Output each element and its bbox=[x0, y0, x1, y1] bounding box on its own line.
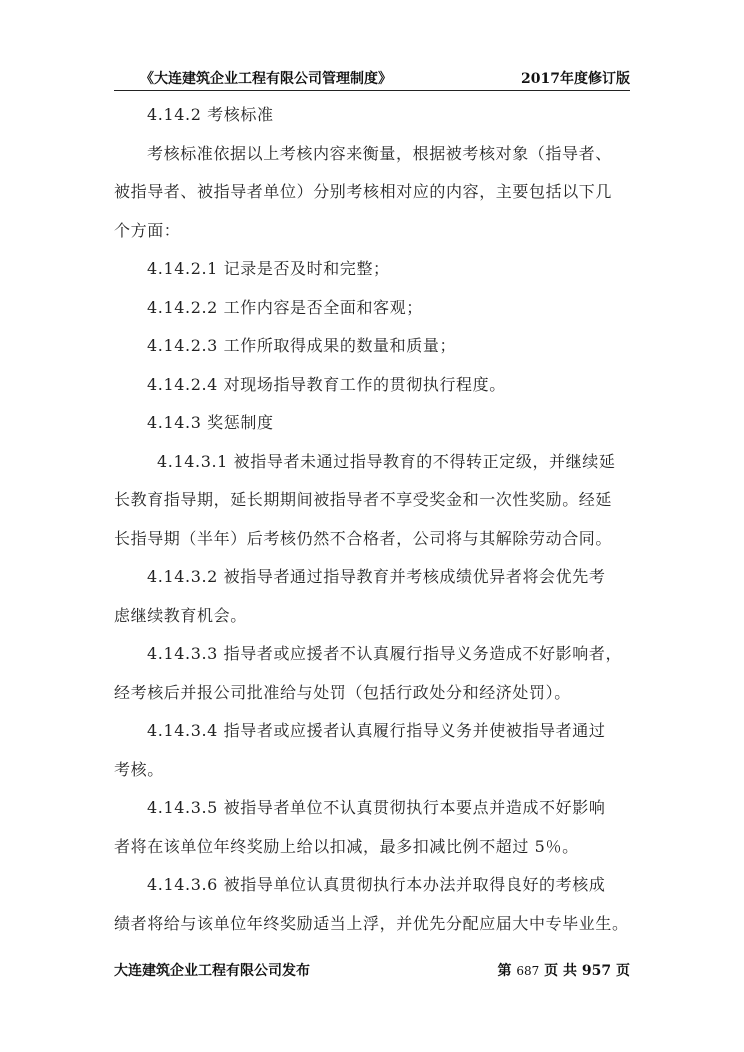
page-total: 957 bbox=[581, 963, 612, 979]
paragraph-line: 4.14.2 考核标准 bbox=[147, 105, 274, 124]
paragraph-line: 4.14.3.1 被指导者未通过指导教育的不得转正定级，并继续延 bbox=[157, 451, 616, 471]
paragraph-line: 4.14.2.1 记录是否及时和完整； bbox=[147, 259, 390, 278]
paragraph-line: 4.14.3 奖惩制度 bbox=[147, 413, 274, 432]
publisher: 大连建筑企业工程有限公司发布 bbox=[114, 963, 310, 979]
paragraph-line: 考核。 bbox=[114, 759, 164, 779]
paragraph-line: 4.14.3.6 被指导单位认真贯彻执行本办法并取得良好的考核成 bbox=[147, 875, 606, 894]
paragraph-line: 4.14.3.4 指导者或应援者认真履行指导义务并使被指导者通过 bbox=[147, 721, 606, 740]
paragraph-line: 被指导者、被指导者单位）分别考核相对应的内容，主要包括以下几 bbox=[114, 182, 613, 201]
paragraph-line: 4.14.2.2 工作内容是否全面和客观； bbox=[147, 297, 423, 317]
paragraph-line: 虑继续教育机会。 bbox=[114, 605, 247, 625]
paragraph-line: 者将在该单位年终奖励上给以扣减，最多扣减比例不超过 5％。 bbox=[114, 836, 579, 856]
paragraph-line: 长指导期（半年）后考核仍然不合格者，公司将与其解除劳动合同。 bbox=[114, 528, 613, 548]
paragraph-line: 经考核后并报公司批准给与处罚（包括行政处分和经济处罚）。 bbox=[114, 682, 571, 702]
page-header bbox=[114, 64, 630, 91]
paragraph-line: 长教育指导期，延长期期间被指导者不享受奖金和一次性奖励。经延 bbox=[114, 490, 613, 509]
page-number bbox=[497, 960, 630, 980]
document-version: 2017年度修订版 bbox=[521, 71, 630, 87]
paragraph-line: 考核标准依据以上考核内容来衡量，根据被考核对象（指导者、 bbox=[147, 143, 612, 163]
paragraph-line: 4.14.3.3 指导者或应援者不认真履行指导义务造成不好影响者， bbox=[147, 644, 623, 663]
page-current: 687 bbox=[516, 964, 540, 978]
paragraph-line: 4.14.2.4 对现场指导教育工作的贯彻执行程度。 bbox=[147, 374, 506, 394]
document-body bbox=[114, 96, 640, 943]
document-title: 《大连建筑企业工程有限公司管理制度》 bbox=[140, 71, 392, 87]
page-prefix: 第 bbox=[497, 963, 512, 979]
page-mid: 页 共 bbox=[544, 963, 578, 979]
paragraph-line: 4.14.3.2 被指导者通过指导教育并考核成绩优异者将会优先考 bbox=[147, 567, 606, 586]
page-suffix: 页 bbox=[616, 963, 630, 979]
paragraph-line: 4.14.2.3 工作所取得成果的数量和质量； bbox=[147, 336, 457, 355]
paragraph-line: 绩者将给与该单位年终奖励适当上浮，并优先分配应届大中专毕业生。 bbox=[114, 913, 629, 933]
paragraph-line: 4.14.3.5 被指导者单位不认真贯彻执行本要点并造成不好影响 bbox=[147, 798, 606, 817]
paragraph-line: 个方面： bbox=[114, 220, 181, 240]
